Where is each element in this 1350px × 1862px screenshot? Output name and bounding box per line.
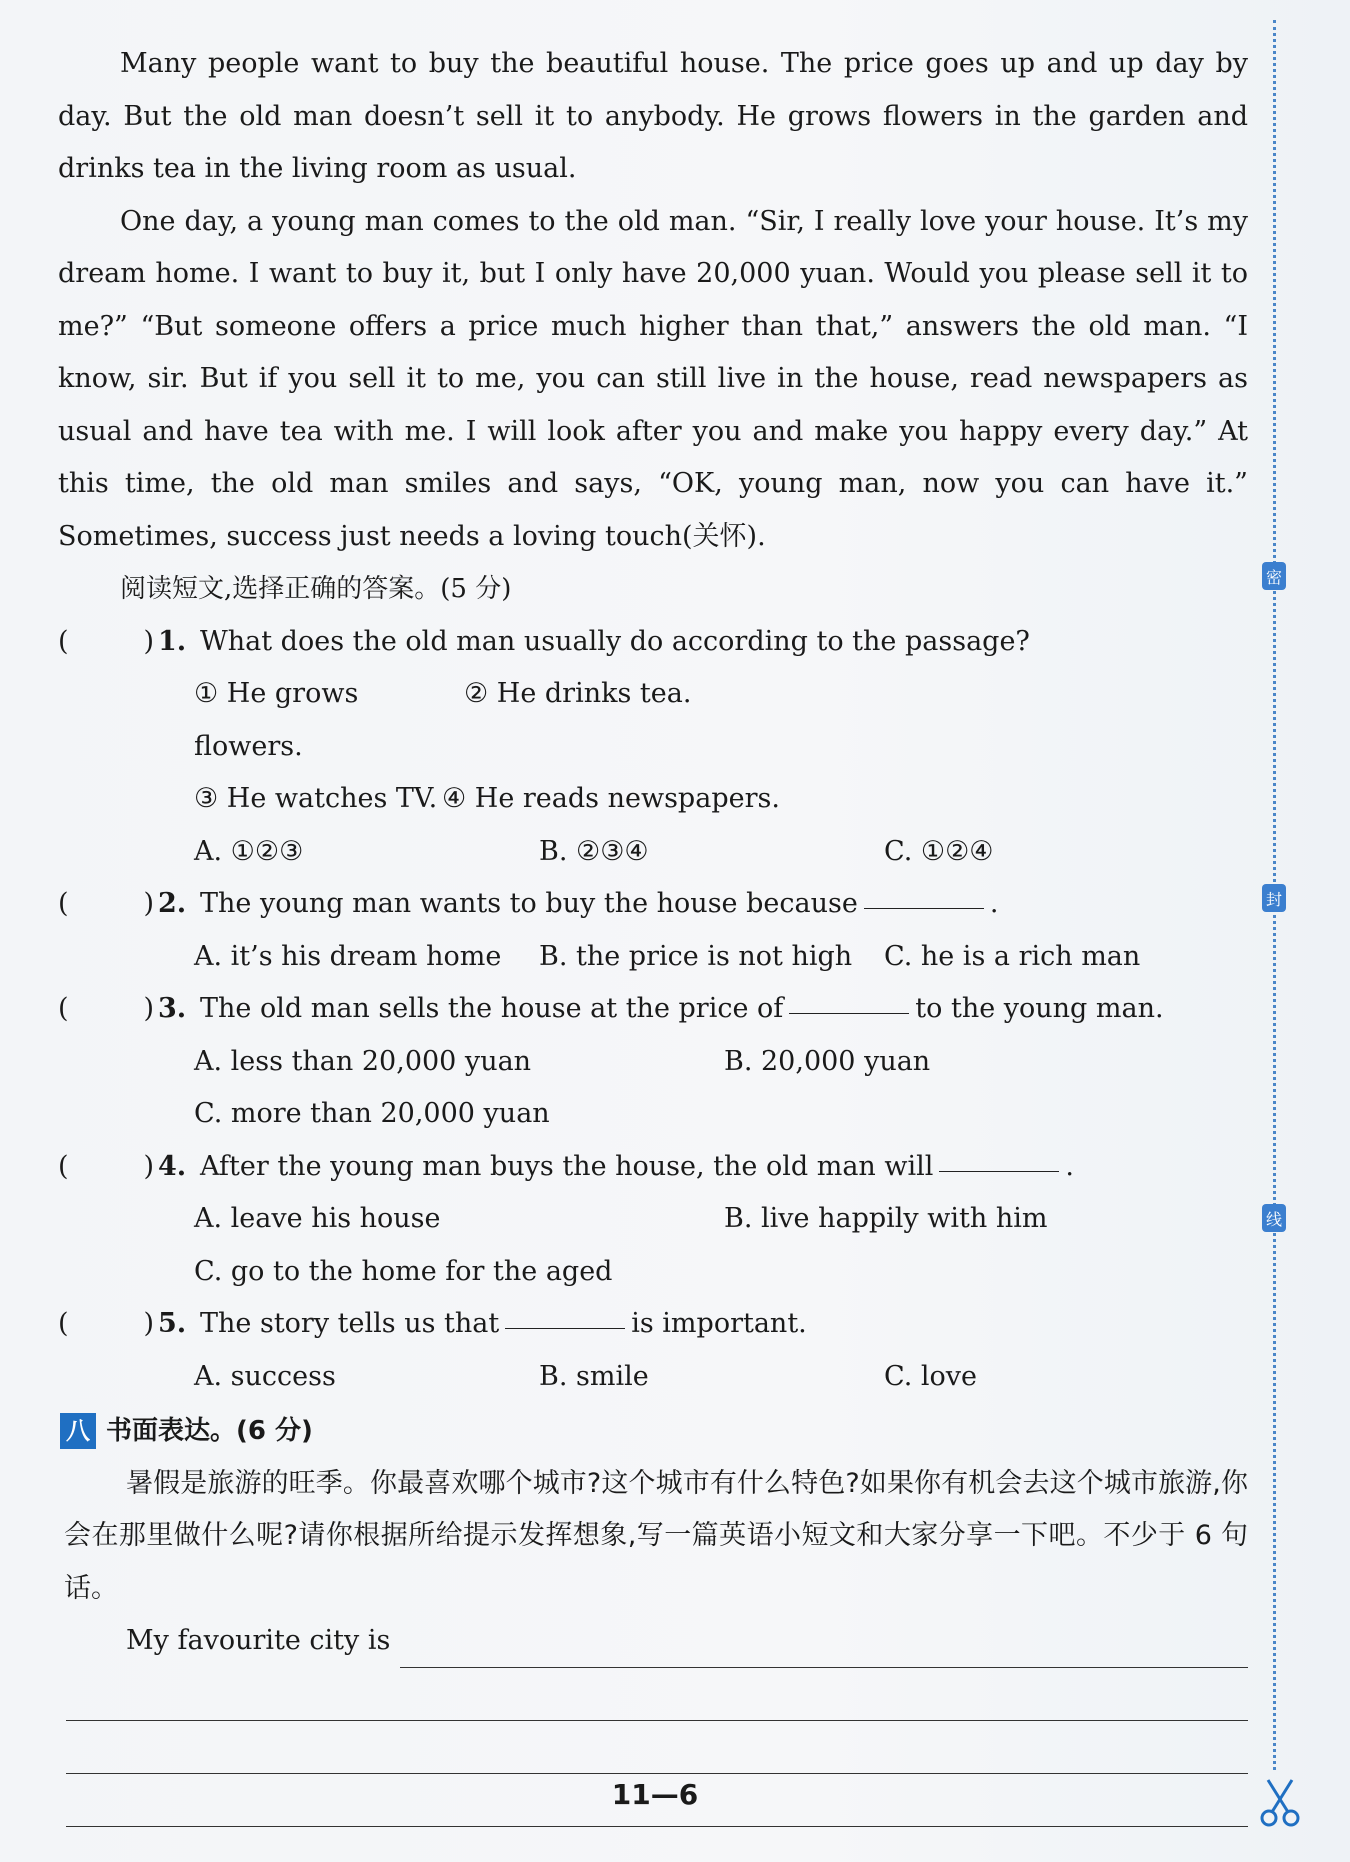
question-text: What does the old man usually do according to the passage? xyxy=(200,625,1030,657)
option-c[interactable]: C. he is a rich man xyxy=(884,940,1141,972)
writing-start-text: My favourite city is xyxy=(126,1625,391,1656)
question-text-end: is important. xyxy=(631,1308,807,1339)
section-badge: 八 xyxy=(60,1413,96,1449)
answer-bracket[interactable]: ( ) xyxy=(58,993,154,1024)
answer-blank[interactable] xyxy=(505,1298,625,1329)
question-2 xyxy=(58,878,1248,931)
item-1: ① He grows flowers. xyxy=(194,678,359,762)
question-number: 4. xyxy=(158,1150,187,1182)
option-c[interactable]: C. love xyxy=(884,1360,977,1392)
option-a[interactable]: A. less than 20,000 yuan xyxy=(194,1045,532,1077)
passage-paragraph-2: One day, a young man comes to the old man. “Sir, I really love your house. It’s my dream home. I want to buy it, but I only have 20,000 yuan. Would you please sell it to me?” “But someone offers a price much higher than that,” answers the old man. “I know, sir. But if you sell it to me, you can still live in the house, read newspapers as usual and have tea with me. I will look after you and make you happy every day.” At this time, the old man smiles and says, “OK, young man, now you can have it.” Sometimes, success just needs a loving touch(关怀). xyxy=(58,205,1248,552)
question-4 xyxy=(58,1141,1248,1194)
question-text-end: . xyxy=(989,888,999,919)
page-number: 11—6 xyxy=(611,1778,699,1811)
question-number: 1. xyxy=(158,625,187,657)
question-1-options xyxy=(194,826,1248,879)
question-number: 5. xyxy=(158,1308,187,1339)
question-1-items-row-1 xyxy=(194,668,1248,773)
side-tab-xian: 线 xyxy=(1262,1204,1286,1232)
answer-blank[interactable] xyxy=(939,1141,1059,1172)
question-text: The young man wants to buy the house because xyxy=(200,888,858,919)
question-3-options-row-2 xyxy=(194,1088,1248,1141)
writing-start-row xyxy=(126,1615,1248,1668)
question-2-options xyxy=(194,931,1248,984)
question-number: 2. xyxy=(158,888,187,919)
item-4: ④ He reads newspapers. xyxy=(442,783,780,814)
question-4-options-row-2 xyxy=(194,1246,1248,1299)
option-b[interactable]: B. live happily with him xyxy=(724,1203,1048,1234)
question-text-end: to the young man. xyxy=(915,993,1164,1024)
answer-bracket[interactable]: ( ) xyxy=(58,888,154,919)
answer-bracket[interactable]: ( ) xyxy=(58,625,154,657)
question-number: 3. xyxy=(158,993,187,1024)
option-c[interactable]: C. go to the home for the aged xyxy=(194,1255,613,1287)
option-a[interactable]: A. ①②③ xyxy=(194,835,304,867)
writing-line[interactable] xyxy=(66,1721,1248,1774)
question-3-options-row-1 xyxy=(194,1036,1248,1089)
question-5-options xyxy=(194,1351,1248,1404)
page-content xyxy=(58,38,1248,1827)
item-2: ② He drinks tea. xyxy=(464,678,692,709)
answer-bracket[interactable]: ( ) xyxy=(58,1150,154,1182)
writing-line[interactable] xyxy=(400,1627,1248,1668)
question-text: The story tells us that xyxy=(200,1308,500,1339)
answer-bracket[interactable]: ( ) xyxy=(58,1308,154,1339)
question-1-items-row-2 xyxy=(194,773,1248,826)
item-3: ③ He watches TV. xyxy=(194,783,438,814)
answer-blank[interactable] xyxy=(864,878,984,909)
option-a[interactable]: A. leave his house xyxy=(194,1203,441,1234)
section-8-title xyxy=(60,1405,1248,1458)
passage-paragraph-1: Many people want to buy the beautiful house. The price goes up and up day by day. But the old man doesn’t sell it to anybody. He grows flowers in the garden and drinks tea in the living room as usual. xyxy=(58,48,1248,184)
option-b[interactable]: B. 20,000 yuan xyxy=(724,1045,931,1077)
writing-prompt: 暑假是旅游的旺季。你最喜欢哪个城市?这个城市有什么特色?如果你有机会去这个城市旅游,你会在那里做什么呢?请你根据所给提示发挥想象,写一篇英语小短文和大家分享一下吧。不少于 6 句话。 xyxy=(64,1467,1248,1604)
question-text: The old man sells the house at the price of xyxy=(200,993,784,1024)
section-title-text: 书面表达。(6 分) xyxy=(106,1416,313,1446)
option-b[interactable]: B. smile xyxy=(539,1360,649,1392)
option-a[interactable]: A. it’s his dream home xyxy=(194,940,502,972)
option-b[interactable]: B. ②③④ xyxy=(539,835,649,867)
side-tab-mi: 密 xyxy=(1262,562,1286,590)
answer-blank[interactable] xyxy=(789,983,909,1014)
option-c[interactable]: C. ①②④ xyxy=(884,835,994,867)
question-5 xyxy=(58,1298,1248,1351)
option-b[interactable]: B. the price is not high xyxy=(539,940,853,972)
side-tab-feng: 封 xyxy=(1262,884,1286,912)
question-3 xyxy=(58,983,1248,1036)
question-1 xyxy=(58,616,1248,669)
reading-instruction: 阅读短文,选择正确的答案。(5 分) xyxy=(120,574,512,604)
question-text: After the young man buys the house, the old man will xyxy=(200,1150,934,1182)
writing-line[interactable] xyxy=(66,1668,1248,1721)
option-c[interactable]: C. more than 20,000 yuan xyxy=(194,1098,550,1129)
option-a[interactable]: A. success xyxy=(194,1360,336,1392)
question-text-end: . xyxy=(1065,1150,1074,1182)
question-4-options-row-1 xyxy=(194,1193,1248,1246)
